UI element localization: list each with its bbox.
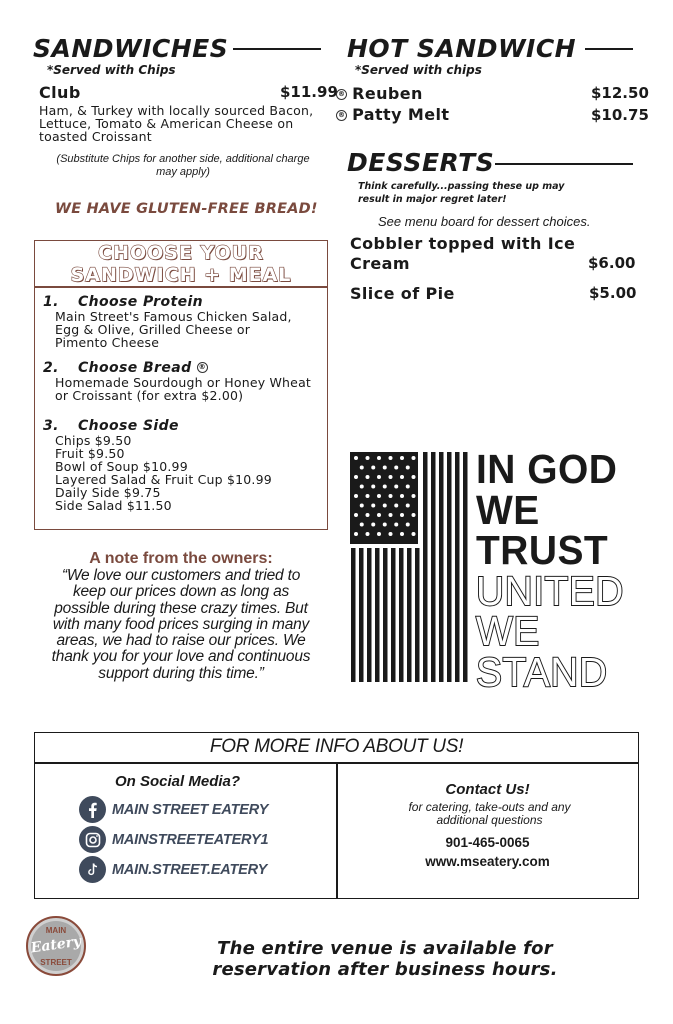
contact-website[interactable]: www.mseatery.com: [425, 854, 550, 869]
logo-middle: Eatery: [29, 933, 83, 957]
flag-stripe: [423, 452, 428, 682]
flag-star: [383, 466, 387, 470]
flag-stripe: [447, 452, 452, 682]
flag-stripe: [407, 548, 412, 682]
flag-star: [394, 485, 398, 489]
flag-star: [371, 504, 375, 508]
american-flag-icon: [350, 452, 470, 682]
step-bread-body: Homemade Sourdough or Honey Wheat or Croissant (for extra $2.00): [55, 375, 312, 403]
step-protein: [43, 291, 203, 310]
patty-melt-name: Patty Melt: [352, 105, 450, 124]
flag-stripe: [359, 548, 364, 682]
flag-star: [412, 513, 416, 517]
flag-stripe: [415, 548, 420, 682]
flag-star: [389, 494, 393, 498]
poster-line-outline: WE: [476, 608, 540, 654]
footer-line: reservation after business hours.: [212, 959, 558, 980]
flag-star: [354, 456, 358, 460]
desserts-rule: [495, 163, 633, 165]
side-option: Chips $9.50: [55, 433, 132, 448]
social-label: MAINSTREETEATERY1: [112, 831, 269, 848]
social-facebook[interactable]: [79, 796, 268, 823]
contact-subtitle: for catering, take-outs and any additional questions: [408, 800, 571, 827]
cobbler-name: Cobbler topped with Ice Cream: [350, 234, 576, 273]
flag-stripe: [399, 548, 404, 682]
flag-star: [400, 475, 404, 479]
step-protein-body: Main Street's Famous Chicken Salad, Egg & Olive, Grilled Cheese or Pimento Cheese: [55, 309, 292, 350]
flag-star: [389, 456, 393, 460]
step-title: Choose Protein: [77, 294, 204, 310]
info-heading: FOR MORE INFO ABOUT US!: [209, 736, 464, 757]
side-option: Fruit $9.50: [55, 446, 125, 461]
owners-note-title: A note from the owners:: [89, 550, 273, 567]
flag-star: [406, 504, 410, 508]
reuben-name: Reuben: [352, 84, 423, 103]
flag-star: [377, 456, 381, 460]
poster-text: [476, 446, 624, 695]
flag-stripe: [439, 452, 444, 682]
flag-star: [371, 485, 375, 489]
poster-line-outline: STAND: [476, 648, 608, 695]
gluten-free-icon: ®: [198, 363, 206, 371]
footer-line: The entire venue is available for: [217, 938, 553, 959]
side-option: Bowl of Soup $10.99: [55, 459, 188, 474]
flag-star: [400, 456, 404, 460]
hot-sandwich-subtitle: *Served with chips: [355, 63, 482, 77]
choose-title-line2: SANDWICH + MEAL: [70, 264, 292, 286]
flag-star: [360, 504, 364, 508]
flag-star: [412, 532, 416, 536]
flag-star: [366, 513, 370, 517]
facebook-icon: [79, 796, 106, 823]
flag-star: [406, 485, 410, 489]
step-bread: [43, 357, 208, 376]
logo-top: MAIN: [45, 926, 67, 935]
step-side-list: [55, 434, 272, 512]
flag-star: [394, 466, 398, 470]
flag-star: [412, 456, 416, 460]
hot-sandwich-rule: [585, 48, 633, 50]
contact-phone[interactable]: 901-465-0065: [445, 835, 530, 850]
flag-star: [412, 475, 416, 479]
sandwiches-subtitle: *Served with Chips: [47, 63, 176, 77]
flag-star: [366, 456, 370, 460]
flag-star: [366, 475, 370, 479]
flag-star: [360, 466, 364, 470]
social-label: MAIN STREET EATERY: [112, 801, 269, 818]
substitute-note: (Substitute Chips for another side, additional charge may apply): [56, 153, 310, 178]
flag-star: [394, 523, 398, 527]
flag-star: [389, 532, 393, 536]
flag-star: [366, 494, 370, 498]
main-street-eatery-logo: [26, 916, 86, 976]
flag-star: [360, 485, 364, 489]
gluten-free-icon: ®: [338, 111, 345, 119]
step-title: Choose Side: [77, 418, 179, 434]
flag-star: [377, 475, 381, 479]
social-label: MAIN.STREET.EATERY: [112, 861, 268, 878]
logo-bottom: STREET: [40, 958, 72, 967]
flag-star: [383, 504, 387, 508]
gluten-free-icon: ®: [338, 90, 345, 98]
patty-melt-price: $10.75: [591, 106, 649, 124]
desserts-title: DESSERTS: [347, 148, 495, 177]
poster-line: WE: [476, 486, 540, 533]
choose-meal-title: [35, 242, 327, 286]
info-box: [34, 732, 639, 899]
desserts-board-note: See menu board for dessert choices.: [378, 214, 591, 229]
desserts-tagline: Think carefully...passing these up may result in major regret later!: [358, 181, 565, 205]
flag-star: [366, 532, 370, 536]
reuben-row: [336, 84, 423, 103]
choose-meal-box: [34, 240, 328, 530]
side-option: Daily Side $9.75: [55, 485, 161, 500]
flag-stripe: [455, 452, 460, 682]
step-side: [43, 415, 179, 434]
choose-divider: [35, 286, 327, 288]
sandwiches-title: SANDWICHES: [33, 34, 229, 63]
poster-line: IN GOD: [476, 446, 618, 492]
flag-star: [383, 485, 387, 489]
choose-title-line1: CHOOSE YOUR: [98, 242, 264, 264]
flag-star: [377, 532, 381, 536]
flag-star: [371, 466, 375, 470]
poster-line: TRUST: [476, 527, 609, 573]
flag-stripe: [383, 548, 388, 682]
step-number: 3.: [43, 418, 59, 434]
hot-sandwich-title: HOT SANDWICH: [347, 34, 577, 63]
flag-star: [406, 466, 410, 470]
club-price: $11.99: [280, 83, 338, 101]
flag-stripe: [367, 548, 372, 682]
flag-star: [354, 513, 358, 517]
flag-star: [354, 475, 358, 479]
flag-star: [354, 494, 358, 498]
pie-price: $5.00: [589, 284, 637, 302]
tiktok-icon: [79, 856, 106, 883]
contact-title: Contact Us!: [445, 781, 530, 798]
flag-star: [412, 494, 416, 498]
flag-star: [389, 513, 393, 517]
flag-stripe: [375, 548, 380, 682]
step-number: 2.: [43, 360, 59, 376]
flag-star: [389, 475, 393, 479]
flag-stripe: [431, 452, 436, 682]
flag-star: [360, 523, 364, 527]
club-description: Ham, & Turkey with locally sourced Bacon, Lettuce, Tomato & American Cheese on toasted Croissant: [39, 103, 314, 144]
step-title: Choose Bread: [77, 360, 192, 376]
side-option: Side Salad $11.50: [55, 498, 172, 513]
flag-graphic: [350, 452, 470, 682]
social-title: On Social Media?: [115, 773, 241, 790]
flag-star: [406, 523, 410, 527]
club-name: Club: [39, 83, 81, 102]
flag-star: [394, 504, 398, 508]
flag-stripe: [463, 452, 468, 682]
instagram-icon: [79, 826, 106, 853]
poster-line-outline: UNITED: [476, 567, 624, 614]
flag-star: [400, 494, 404, 498]
sandwiches-rule: [233, 48, 321, 50]
social-tiktok[interactable]: [79, 856, 267, 883]
flag-star: [377, 494, 381, 498]
flag-star: [400, 532, 404, 536]
patty-melt-row: [336, 105, 449, 124]
flag-stripe: [351, 548, 356, 682]
flag-star: [377, 513, 381, 517]
step-number: 1.: [43, 294, 59, 310]
flag-star: [354, 532, 358, 536]
social-instagram[interactable]: [79, 826, 268, 853]
footer-reservation: [100, 938, 670, 980]
flag-star: [371, 523, 375, 527]
gluten-free-banner: WE HAVE GLUTEN-FREE BREAD!: [55, 201, 318, 217]
owners-note-body: “We love our customers and tried to keep our prices down as long as possible during these crazy times. But with many food prices surging in many areas, we had to raise our prices. We thank you for your love and continuous support during this time.”: [51, 567, 311, 682]
cobbler-price: $6.00: [588, 254, 636, 272]
pie-name: Slice of Pie: [350, 284, 455, 303]
flag-star: [383, 523, 387, 527]
flag-star: [400, 513, 404, 517]
flag-stripe: [391, 548, 396, 682]
reuben-price: $12.50: [591, 84, 649, 102]
side-option: Layered Salad & Fruit Cup $10.99: [55, 472, 272, 487]
